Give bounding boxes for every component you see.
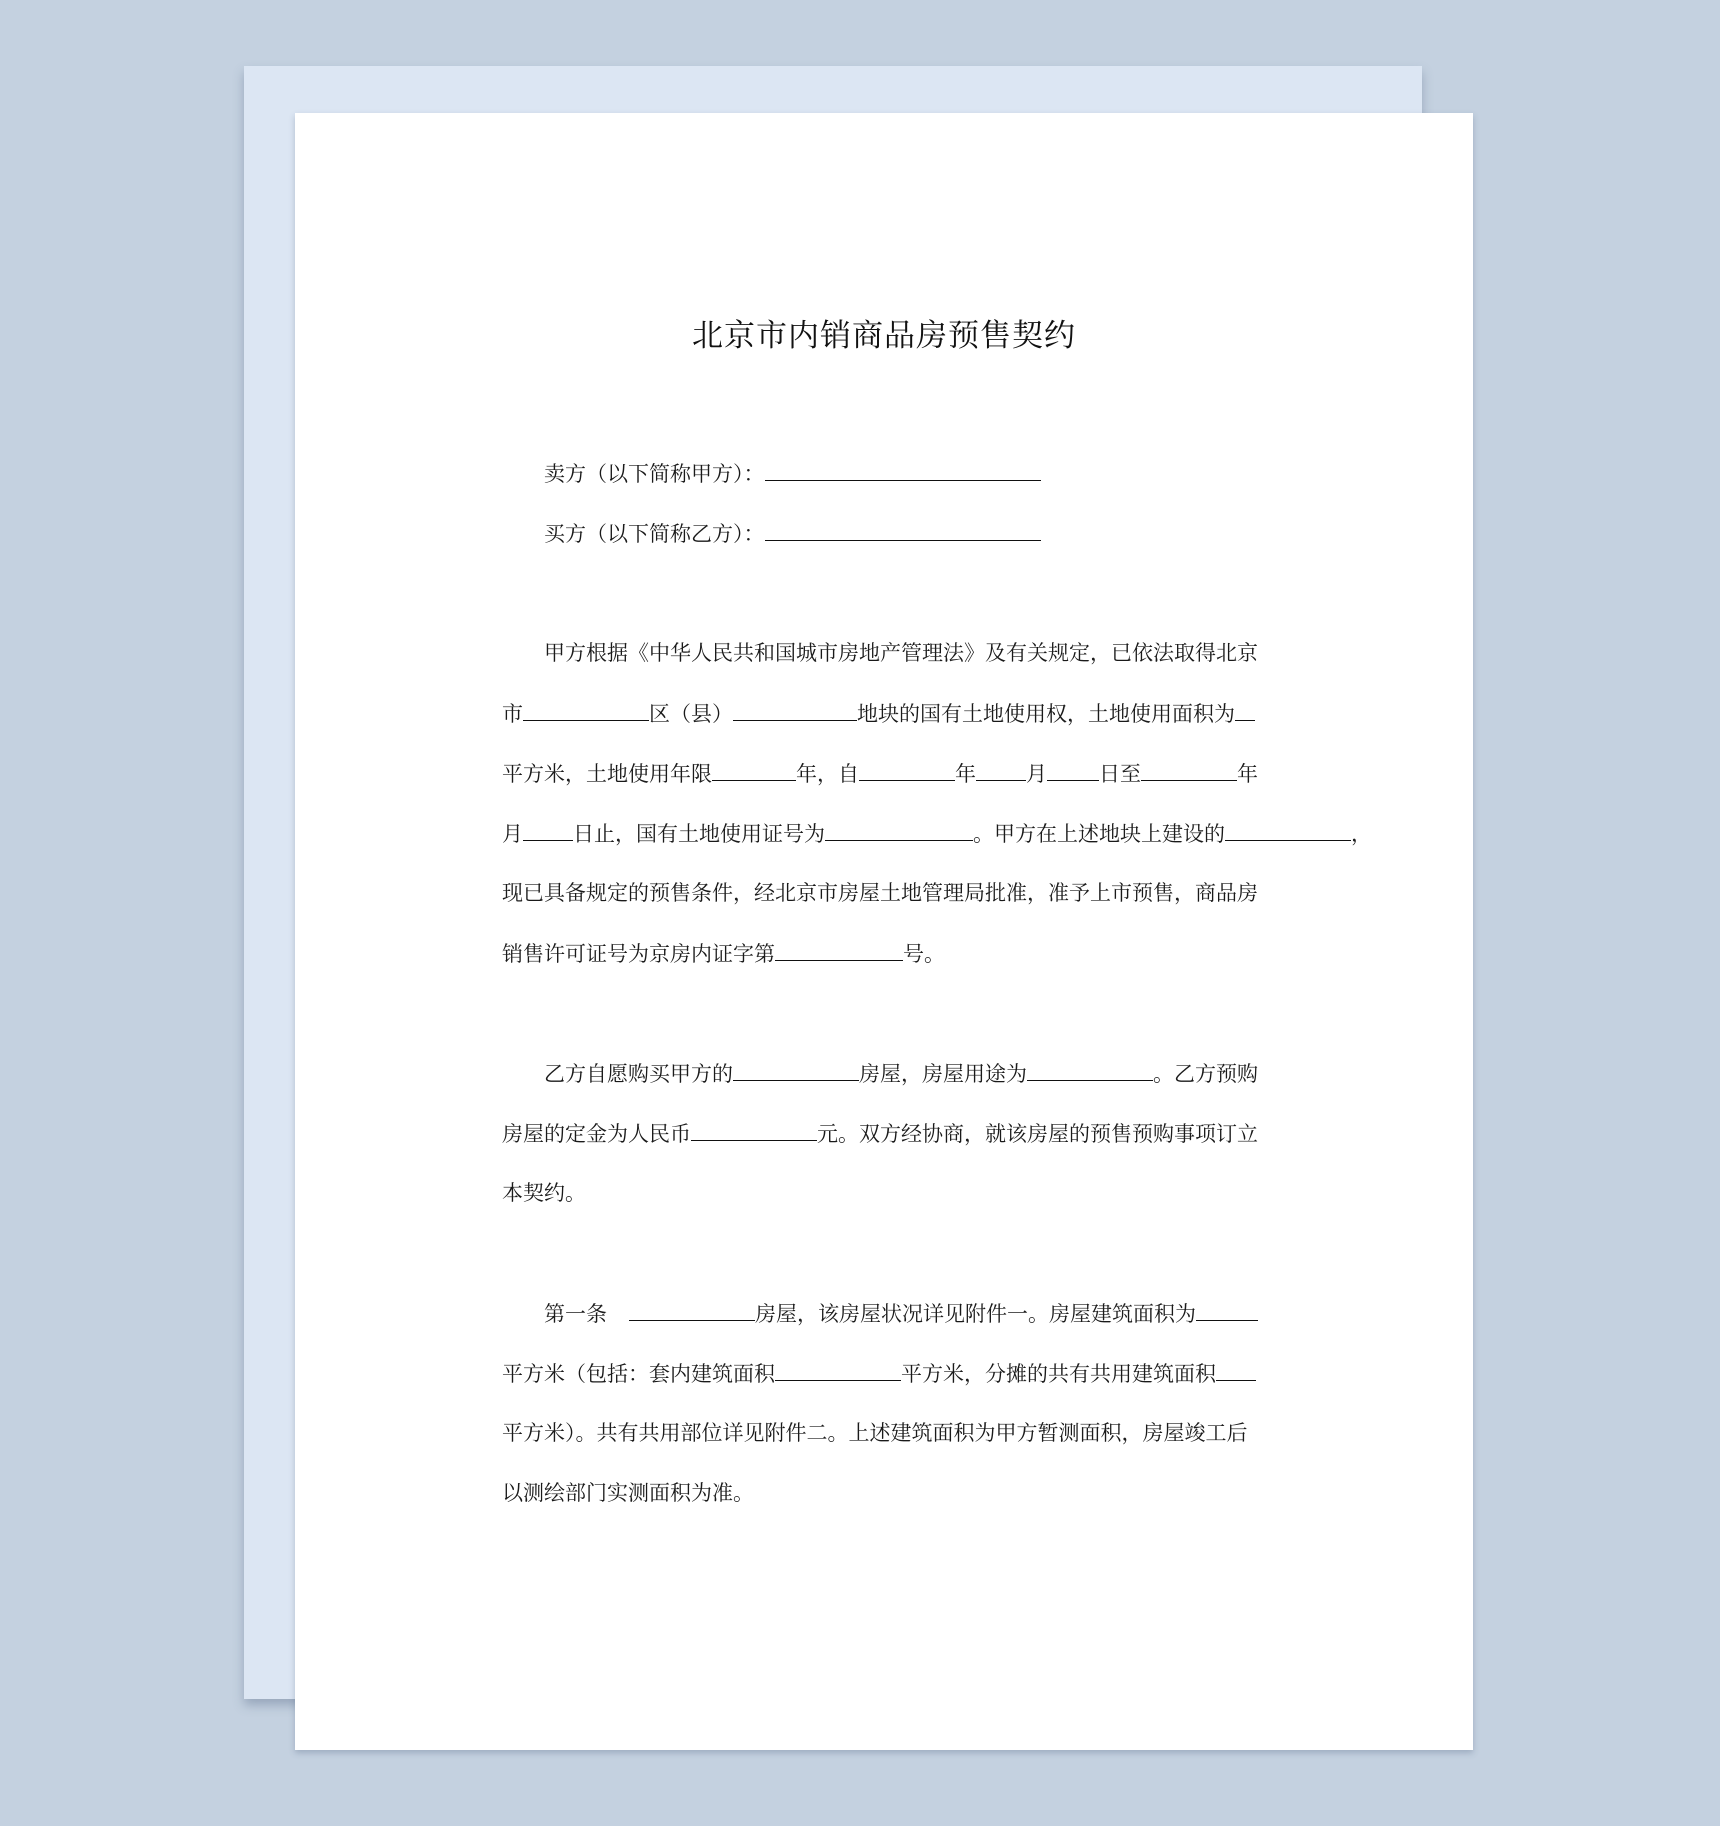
shared-area-blank[interactable] [1216, 1358, 1256, 1381]
seller-label: 卖方（以下简称甲方）： [544, 462, 765, 486]
para1-text: 日止，国有土地使用证号为 [573, 822, 825, 846]
para1-text: 市 [502, 702, 523, 726]
seller-name-blank[interactable] [765, 458, 1041, 481]
land-area-blank[interactable] [1235, 698, 1255, 721]
contract-page [295, 113, 1473, 1750]
para1-text: 号。 [903, 942, 945, 966]
article1-line3 [502, 1418, 1248, 1448]
para1-text: 区（县） [649, 702, 733, 726]
sales-license-blank[interactable] [775, 938, 903, 961]
document-title: 北京市内销商品房预售契约 [692, 318, 1076, 354]
para1-line1 [544, 638, 1258, 668]
seller-line [544, 458, 1041, 489]
para1-line6 [502, 938, 945, 969]
para1-text: 年 [955, 762, 976, 786]
para1-text: 年 [1237, 762, 1258, 786]
article-heading: 第一条 [544, 1302, 607, 1326]
article1-line4 [502, 1478, 754, 1508]
para1-text: 地块的国有土地使用权，土地使用面积为 [857, 702, 1235, 726]
end-month-blank[interactable] [523, 818, 573, 841]
para2-text: 房屋，房屋用途为 [859, 1062, 1027, 1086]
project-name-blank[interactable] [1225, 818, 1351, 841]
buyer-name-blank[interactable] [765, 518, 1041, 541]
article1-text: 平方米，分摊的共有共用建筑面积 [901, 1362, 1216, 1386]
para2-text: 房屋的定金为人民币 [502, 1122, 691, 1146]
article1-text: 以测绘部门实测面积为准。 [502, 1481, 754, 1505]
house-usage-blank[interactable] [1027, 1058, 1153, 1081]
para1-line5 [502, 878, 1258, 908]
land-term-blank[interactable] [712, 758, 796, 781]
para1-text: 年，自 [796, 762, 859, 786]
para1-line3 [502, 758, 1258, 789]
para1-text: 月 [1026, 762, 1047, 786]
para1-text: 。甲方在上述地块上建设的 [973, 822, 1225, 846]
article1-text: 平方米（包括：套内建筑面积 [502, 1362, 775, 1386]
para1-text: 日至 [1099, 762, 1141, 786]
para1-text: ， [1351, 822, 1372, 846]
end-year-blank[interactable] [1141, 758, 1237, 781]
para2-text: 乙方自愿购买甲方的 [544, 1062, 733, 1086]
deposit-amount-blank[interactable] [691, 1118, 817, 1141]
para1-line4 [502, 818, 1372, 849]
para2-line1 [544, 1058, 1258, 1089]
article1-text: 平方米）。共有共用部位详见附件二。上述建筑面积为甲方暂测面积，房屋竣工后 [502, 1421, 1248, 1445]
buyer-label: 买方（以下简称乙方）： [544, 522, 765, 546]
buyer-line [544, 518, 1041, 549]
building-area-blank[interactable] [1196, 1298, 1258, 1321]
article1-line1 [544, 1298, 1258, 1329]
article1-line2 [502, 1358, 1256, 1389]
article1-house-blank[interactable] [629, 1298, 755, 1321]
house-blank[interactable] [733, 1058, 859, 1081]
para1-text: 月 [502, 822, 523, 846]
city-blank[interactable] [523, 698, 649, 721]
para2-text: 本契约。 [502, 1181, 586, 1205]
para2-line3 [502, 1178, 586, 1208]
start-year-blank[interactable] [859, 758, 955, 781]
para1-text: 销售许可证号为京房内证字第 [502, 942, 775, 966]
para1-line2 [502, 698, 1255, 729]
para2-line2 [502, 1118, 1258, 1149]
para2-text: 。乙方预购 [1153, 1062, 1258, 1086]
district-blank[interactable] [733, 698, 857, 721]
inner-area-blank[interactable] [775, 1358, 901, 1381]
start-month-blank[interactable] [976, 758, 1026, 781]
land-cert-number-blank[interactable] [825, 818, 973, 841]
article1-text: 房屋，该房屋状况详见附件一。房屋建筑面积为 [755, 1302, 1196, 1326]
start-day-blank[interactable] [1047, 758, 1099, 781]
para1-text: 平方米，土地使用年限 [502, 762, 712, 786]
para1-text: 甲方根据《中华人民共和国城市房地产管理法》及有关规定，已依法取得北京 [544, 641, 1258, 665]
para1-text: 现已具备规定的预售条件，经北京市房屋土地管理局批准，准予上市预售，商品房 [502, 881, 1258, 905]
para2-text: 元。双方经协商，就该房屋的预售预购事项订立 [817, 1122, 1258, 1146]
